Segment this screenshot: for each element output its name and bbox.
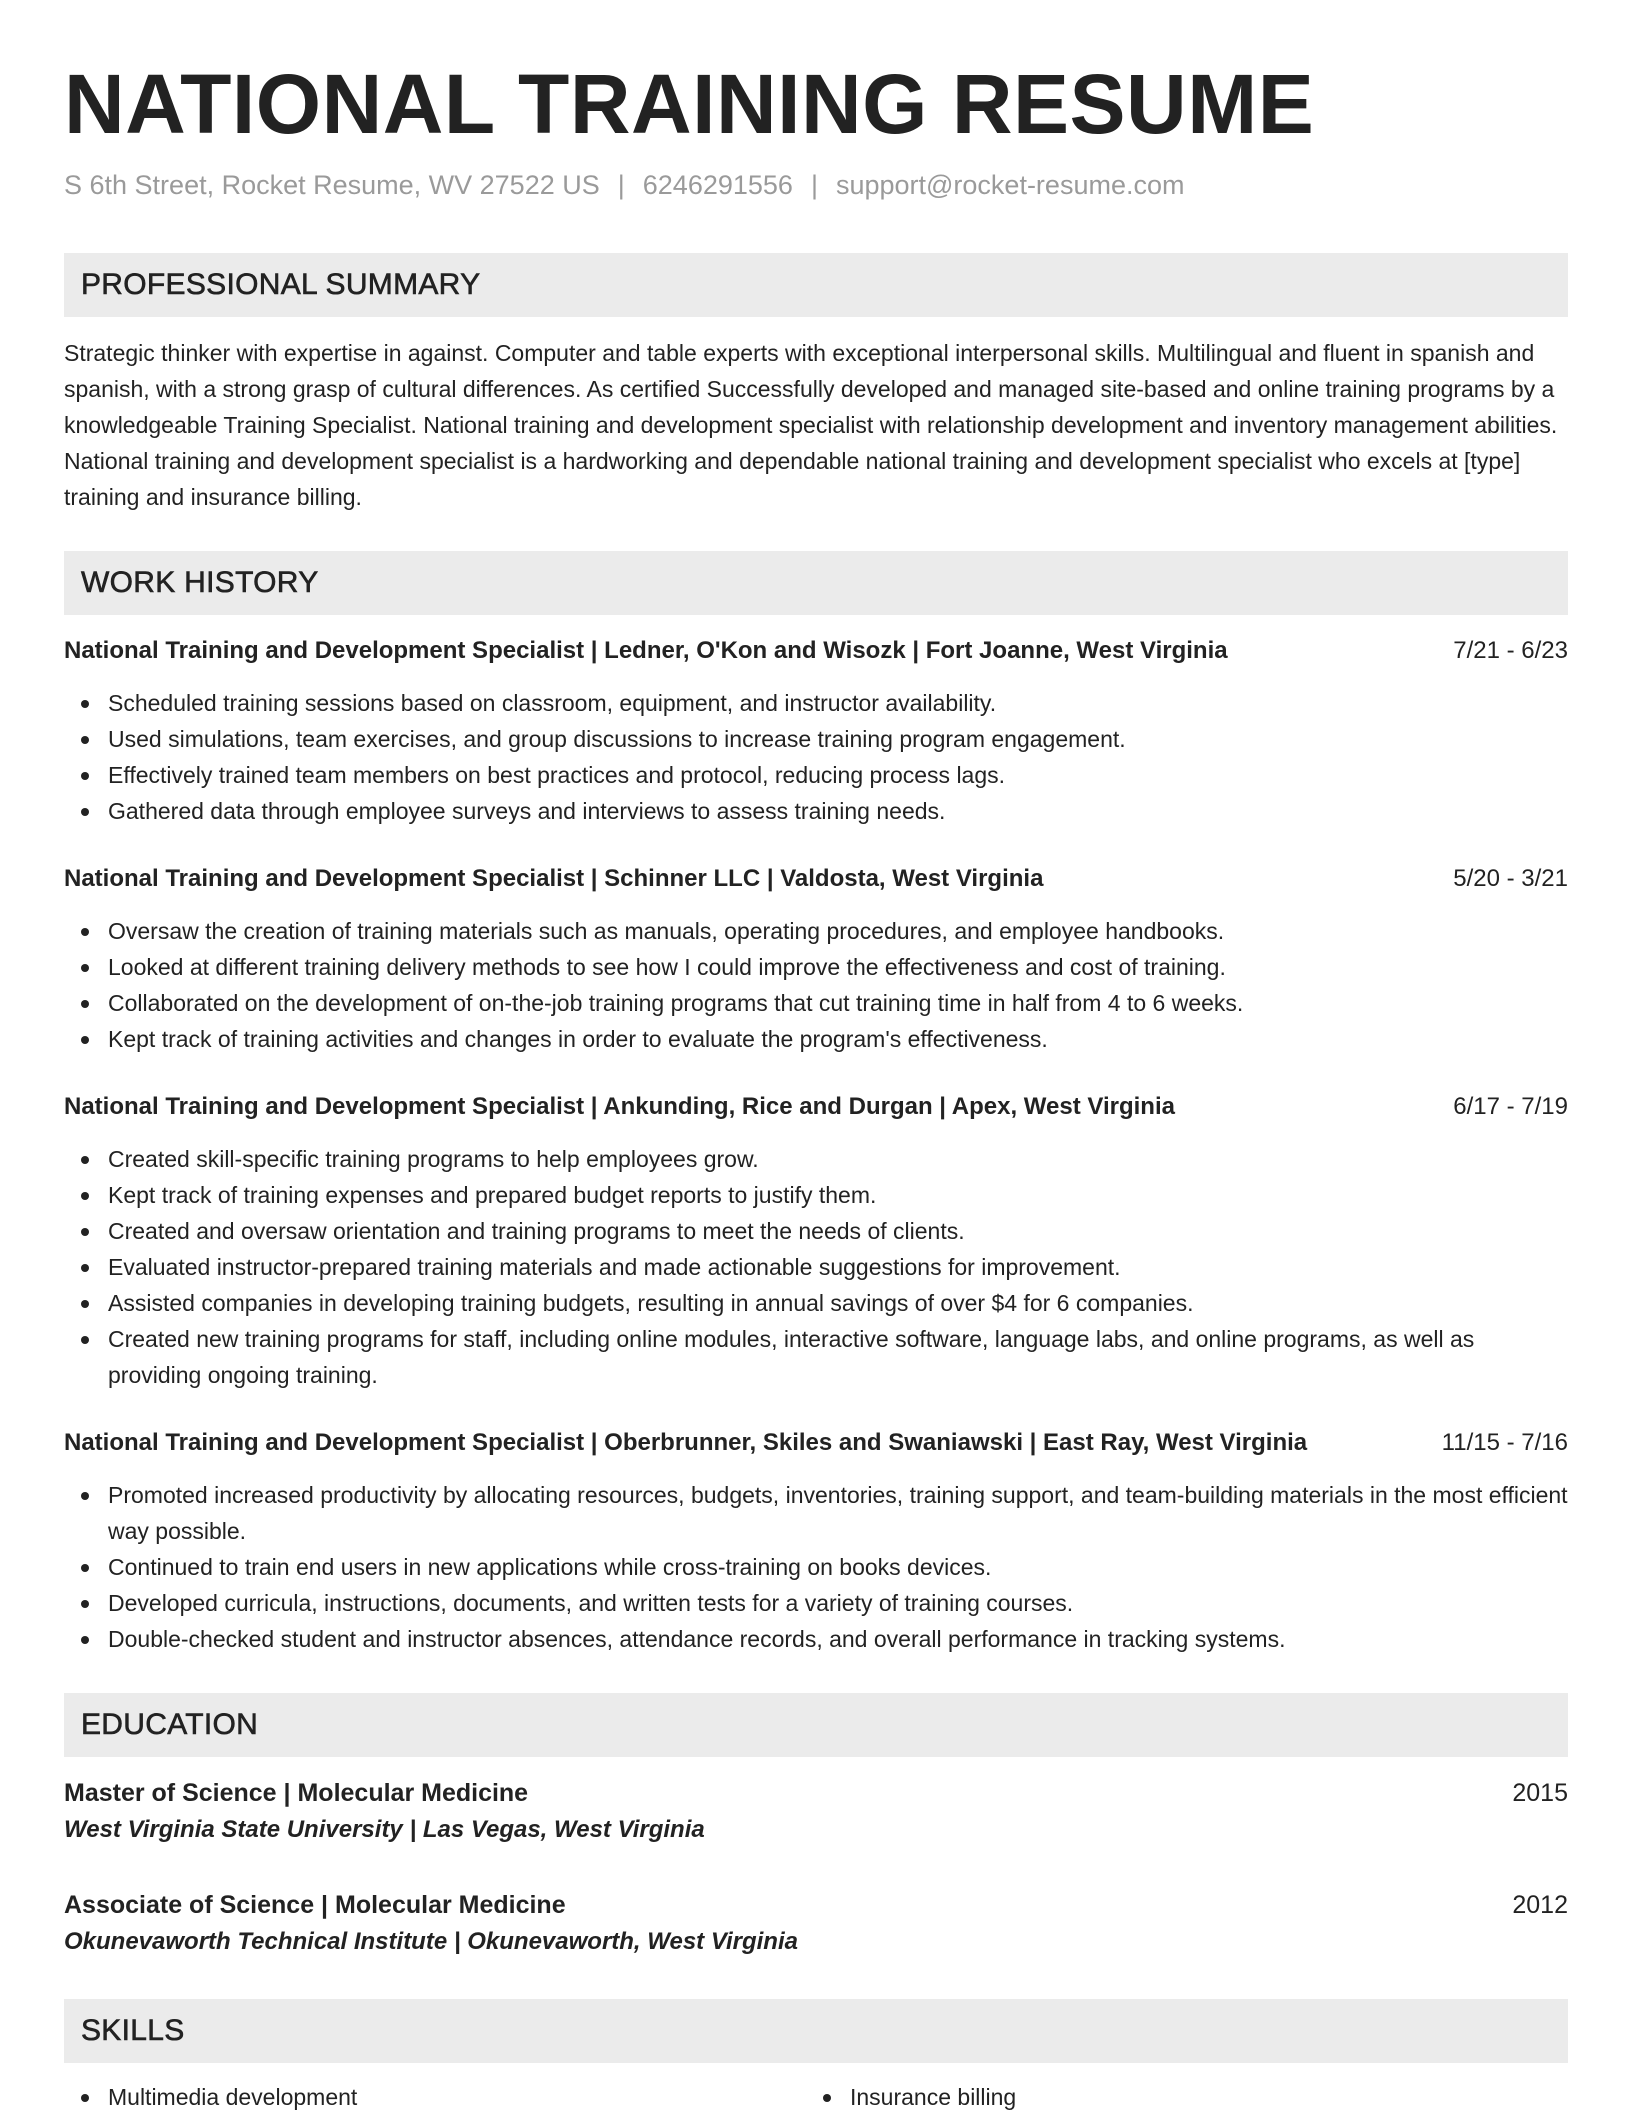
contact-address: S 6th Street, Rocket Resume, WV 27522 US: [64, 170, 600, 201]
job-header: [64, 633, 1568, 669]
skills-column-left: [64, 2079, 806, 2112]
education-school: Okunevaworth Technical Institute | Okunevaworth, West Virginia: [64, 1928, 798, 1956]
education-year: 2015: [1512, 1779, 1568, 1808]
job-bullet: Developed curricula, instructions, documents, and written tests for a variety of training courses.: [64, 1585, 1568, 1621]
job-bullets: [64, 1141, 1568, 1393]
summary-heading: PROFESSIONAL SUMMARY: [81, 268, 481, 302]
skills-grid: [64, 2079, 1568, 2112]
job-bullet: Created new training programs for staff, including online modules, interactive software, language labs, and online programs, as well as providing ongoing training.: [64, 1321, 1568, 1393]
job-header: [64, 861, 1568, 897]
job-bullets: [64, 685, 1568, 829]
job-bullet: Gathered data through employee surveys and interviews to assess training needs.: [64, 793, 1568, 829]
contact-separator: |: [810, 170, 818, 201]
job-entry: [64, 861, 1568, 1057]
skills-heading: SKILLS: [81, 2014, 185, 2048]
job-dates: 6/17 - 7/19: [1453, 1093, 1568, 1121]
job-title: National Training and Development Specialist | Ankunding, Rice and Durgan | Apex, West Virginia: [64, 1093, 1175, 1121]
job-header: [64, 1089, 1568, 1125]
work-section-header: [64, 551, 1568, 615]
summary-text: Strategic thinker with expertise in against. Computer and table experts with exceptional interpersonal skills. Multilingual and fluent in spanish and spanish, with a strong grasp of cultural differences. As certified Successfully developed and managed site-based and online training programs by a knowledgeable Training Specialist. National training and development specialist with relationship development and inventory management abilities. National training and development specialist is a hardworking and dependable national training and development specialist who excels at [type] training and insurance billing.: [64, 340, 1558, 511]
skill-item: Multimedia development: [64, 2079, 806, 2112]
job-dates: 7/21 - 6/23: [1453, 637, 1568, 665]
education-entry: [64, 1887, 1568, 1961]
job-dates: 5/20 - 3/21: [1453, 865, 1568, 893]
job-bullet: Kept track of training expenses and prepared budget reports to justify them.: [64, 1177, 1568, 1213]
education-section-header: [64, 1693, 1568, 1757]
education-header: [64, 1887, 1568, 1923]
education-degree: Master of Science | Molecular Medicine: [64, 1779, 529, 1808]
education-entry: [64, 1775, 1568, 1849]
skills-column-right: [806, 2079, 1568, 2112]
job-bullets: [64, 913, 1568, 1057]
job-bullet: Scheduled training sessions based on classroom, equipment, and instructor availability.: [64, 685, 1568, 721]
contact-separator: |: [617, 170, 625, 201]
job-bullet: Assisted companies in developing training budgets, resulting in annual savings of over $4 for 6 companies.: [64, 1285, 1568, 1321]
skill-item: Insurance billing: [806, 2079, 1568, 2112]
education-year: 2012: [1512, 1891, 1568, 1920]
resume-name: NATIONAL TRAINING RESUME: [64, 57, 1315, 151]
job-bullet: Continued to train end users in new applications while cross-training on books devices.: [64, 1549, 1568, 1585]
job-bullets: [64, 1477, 1568, 1657]
job-title: National Training and Development Specialist | Ledner, O'Kon and Wisozk | Fort Joanne, West Virginia: [64, 637, 1228, 665]
job-dates: 11/15 - 7/16: [1441, 1429, 1568, 1457]
job-bullet: Collaborated on the development of on-the-job training programs that cut training time in half from 4 to 6 weeks.: [64, 985, 1568, 1021]
job-bullet: Looked at different training delivery methods to see how I could improve the effectiveness and cost of training.: [64, 949, 1568, 985]
job-bullet: Created and oversaw orientation and training programs to meet the needs of clients.: [64, 1213, 1568, 1249]
contact-phone: 6246291556: [642, 170, 793, 201]
education-heading: EDUCATION: [81, 1708, 259, 1742]
job-entry: [64, 1425, 1568, 1657]
job-bullet: Used simulations, team exercises, and group discussions to increase training program engagement.: [64, 721, 1568, 757]
job-bullet: Effectively trained team members on best practices and protocol, reducing process lags.: [64, 757, 1568, 793]
job-bullet: Double-checked student and instructor absences, attendance records, and overall performance in tracking systems.: [64, 1621, 1568, 1657]
education-school: West Virginia State University | Las Vegas, West Virginia: [64, 1816, 705, 1844]
education-degree: Associate of Science | Molecular Medicine: [64, 1891, 566, 1920]
summary-section-header: [64, 253, 1568, 317]
job-bullet: Created skill-specific training programs to help employees grow.: [64, 1141, 1568, 1177]
contact-email: support@rocket-resume.com: [835, 170, 1185, 201]
work-heading: WORK HISTORY: [81, 566, 319, 600]
contact-line: [64, 168, 1568, 203]
job-header: [64, 1425, 1568, 1461]
job-title: National Training and Development Specialist | Schinner LLC | Valdosta, West Virginia: [64, 865, 1044, 893]
job-title: National Training and Development Specialist | Oberbrunner, Skiles and Swaniawski | East Ray, West Virginia: [64, 1429, 1308, 1457]
job-bullet: Evaluated instructor-prepared training materials and made actionable suggestions for improvement.: [64, 1249, 1568, 1285]
job-bullet: Kept track of training activities and changes in order to evaluate the program's effectiveness.: [64, 1021, 1568, 1057]
job-entry: [64, 1089, 1568, 1393]
skills-section-header: [64, 1999, 1568, 2063]
job-bullet: Promoted increased productivity by allocating resources, budgets, inventories, training support, and team-building materials in the most efficient way possible.: [64, 1477, 1568, 1549]
education-header: [64, 1775, 1568, 1811]
job-entry: [64, 633, 1568, 829]
job-bullet: Oversaw the creation of training materials such as manuals, operating procedures, and employee handbooks.: [64, 913, 1568, 949]
